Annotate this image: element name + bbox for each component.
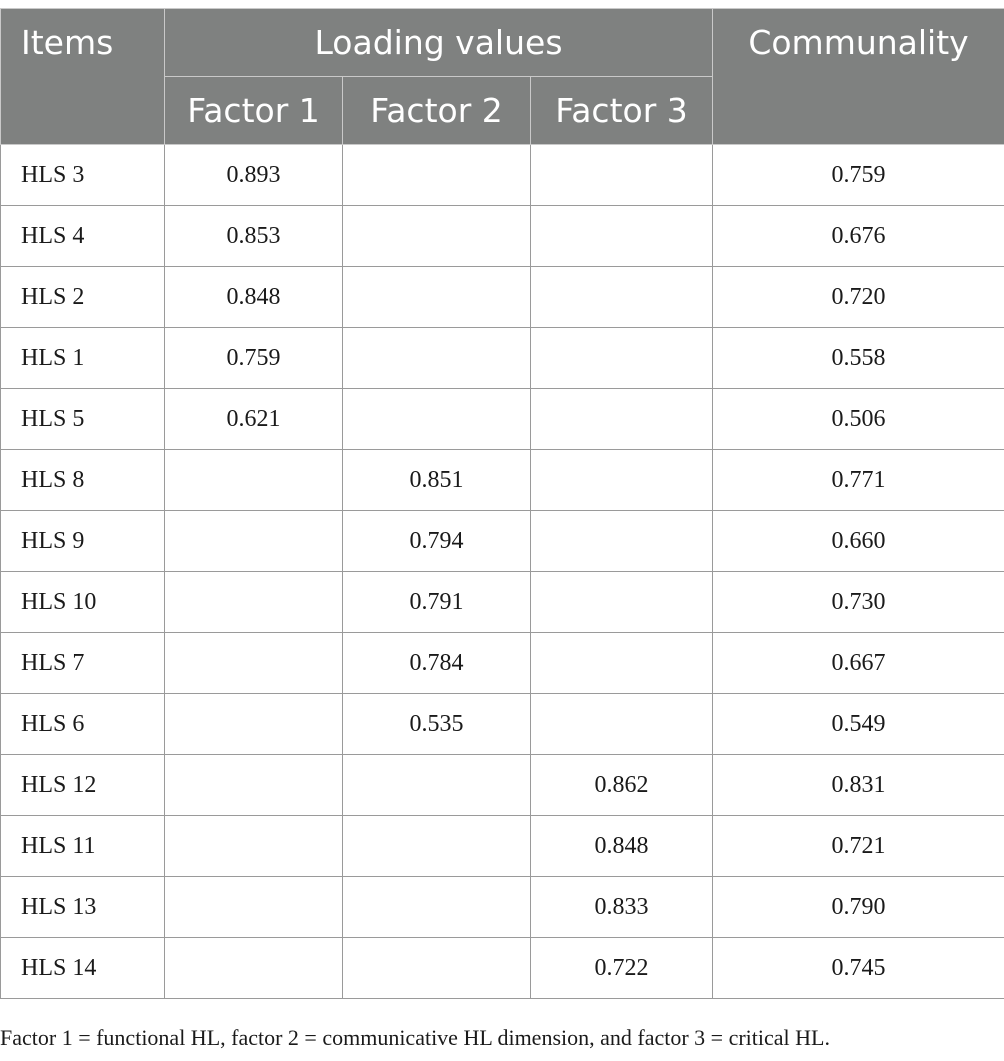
communality-cell: 0.558 bbox=[713, 328, 1004, 389]
item-cell: HLS 5 bbox=[1, 389, 165, 450]
factor-3-cell: 0.833 bbox=[531, 877, 713, 938]
factor-3-cell bbox=[531, 450, 713, 511]
factor-2-cell bbox=[343, 877, 531, 938]
table-body bbox=[1, 145, 1004, 999]
communality-header: Communality bbox=[713, 9, 1004, 145]
factor-1-cell bbox=[165, 572, 343, 633]
factor-3-cell bbox=[531, 572, 713, 633]
communality-cell: 0.549 bbox=[713, 694, 1004, 755]
factor-1-cell bbox=[165, 511, 343, 572]
factor-2-cell bbox=[343, 755, 531, 816]
table-footnote: Factor 1 = functional HL, factor 2 = communicative HL dimension, and factor 3 = critical HL. bbox=[0, 1025, 830, 1050]
communality-cell: 0.721 bbox=[713, 816, 1004, 877]
factor-3-cell bbox=[531, 328, 713, 389]
factor-2-cell bbox=[343, 267, 531, 328]
factor-1-cell: 0.621 bbox=[165, 389, 343, 450]
item-cell: HLS 14 bbox=[1, 938, 165, 999]
factor-1-cell bbox=[165, 694, 343, 755]
factor-1-cell: 0.759 bbox=[165, 328, 343, 389]
table-row bbox=[1, 267, 1004, 328]
factor-2-cell: 0.791 bbox=[343, 572, 531, 633]
factor-2-cell: 0.784 bbox=[343, 633, 531, 694]
items-header: Items bbox=[1, 9, 165, 145]
communality-cell: 0.506 bbox=[713, 389, 1004, 450]
item-cell: HLS 7 bbox=[1, 633, 165, 694]
factor-1-cell bbox=[165, 633, 343, 694]
table-row bbox=[1, 755, 1004, 816]
factor-1-cell: 0.893 bbox=[165, 145, 343, 206]
communality-cell: 0.676 bbox=[713, 206, 1004, 267]
factor-2-cell bbox=[343, 389, 531, 450]
table-row bbox=[1, 816, 1004, 877]
factor-1-cell bbox=[165, 938, 343, 999]
factor-2-cell: 0.535 bbox=[343, 694, 531, 755]
table-row bbox=[1, 511, 1004, 572]
communality-cell: 0.759 bbox=[713, 145, 1004, 206]
factor-2-cell bbox=[343, 816, 531, 877]
communality-cell: 0.790 bbox=[713, 877, 1004, 938]
factor-1-cell: 0.853 bbox=[165, 206, 343, 267]
factor-2-header: Factor 2 bbox=[343, 77, 531, 145]
item-cell: HLS 8 bbox=[1, 450, 165, 511]
factor-3-cell bbox=[531, 633, 713, 694]
item-cell: HLS 2 bbox=[1, 267, 165, 328]
factor-3-cell: 0.862 bbox=[531, 755, 713, 816]
factor-3-cell: 0.848 bbox=[531, 816, 713, 877]
table-row bbox=[1, 877, 1004, 938]
factor-3-cell bbox=[531, 206, 713, 267]
item-cell: HLS 3 bbox=[1, 145, 165, 206]
item-cell: HLS 10 bbox=[1, 572, 165, 633]
factor-loading-table bbox=[0, 8, 1004, 999]
communality-cell: 0.745 bbox=[713, 938, 1004, 999]
table-row bbox=[1, 938, 1004, 999]
factor-2-cell bbox=[343, 206, 531, 267]
factor-3-cell bbox=[531, 145, 713, 206]
communality-cell: 0.660 bbox=[713, 511, 1004, 572]
item-cell: HLS 9 bbox=[1, 511, 165, 572]
factor-1-cell: 0.848 bbox=[165, 267, 343, 328]
factor-3-cell bbox=[531, 694, 713, 755]
factor-2-cell bbox=[343, 328, 531, 389]
factor-3-cell bbox=[531, 389, 713, 450]
item-cell: HLS 11 bbox=[1, 816, 165, 877]
factor-2-cell: 0.794 bbox=[343, 511, 531, 572]
factor-3-header: Factor 3 bbox=[531, 77, 713, 145]
table-row bbox=[1, 389, 1004, 450]
factor-3-cell bbox=[531, 267, 713, 328]
factor-2-cell bbox=[343, 938, 531, 999]
table-row bbox=[1, 694, 1004, 755]
table-row bbox=[1, 328, 1004, 389]
factor-1-cell bbox=[165, 450, 343, 511]
header-row-top bbox=[1, 9, 1004, 77]
factor-1-cell bbox=[165, 877, 343, 938]
factor-2-cell bbox=[343, 145, 531, 206]
communality-cell: 0.831 bbox=[713, 755, 1004, 816]
communality-cell: 0.667 bbox=[713, 633, 1004, 694]
item-cell: HLS 12 bbox=[1, 755, 165, 816]
table-row bbox=[1, 572, 1004, 633]
factor-1-header: Factor 1 bbox=[165, 77, 343, 145]
item-cell: HLS 6 bbox=[1, 694, 165, 755]
item-cell: HLS 13 bbox=[1, 877, 165, 938]
communality-cell: 0.730 bbox=[713, 572, 1004, 633]
factor-3-cell bbox=[531, 511, 713, 572]
table-row bbox=[1, 633, 1004, 694]
loading-values-header: Loading values bbox=[165, 9, 713, 77]
table-row bbox=[1, 206, 1004, 267]
communality-cell: 0.771 bbox=[713, 450, 1004, 511]
table-row bbox=[1, 450, 1004, 511]
factor-3-cell: 0.722 bbox=[531, 938, 713, 999]
item-cell: HLS 1 bbox=[1, 328, 165, 389]
factor-2-cell: 0.851 bbox=[343, 450, 531, 511]
table-row bbox=[1, 145, 1004, 206]
factor-1-cell bbox=[165, 816, 343, 877]
communality-cell: 0.720 bbox=[713, 267, 1004, 328]
factor-1-cell bbox=[165, 755, 343, 816]
item-cell: HLS 4 bbox=[1, 206, 165, 267]
table-header bbox=[1, 9, 1004, 145]
